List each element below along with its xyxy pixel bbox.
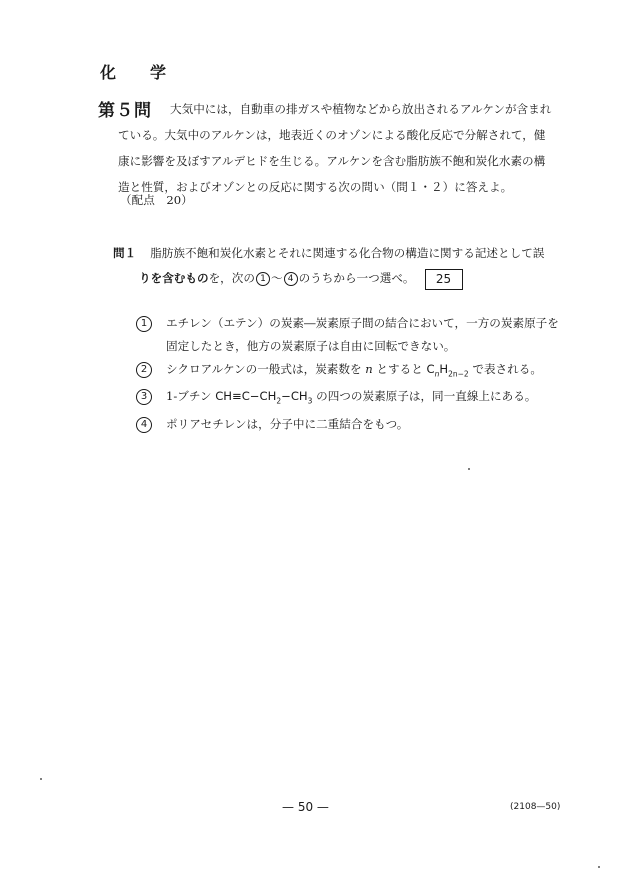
circled-number-icon: 2 [136, 362, 152, 378]
circled-number-icon: 1 [136, 316, 152, 332]
choice-text: とすると [372, 362, 427, 376]
choice-item[interactable] [136, 312, 586, 358]
choice-text: エチレン（エテン）の炭素―炭素原子間の結合において，一方の炭素原子を [166, 316, 559, 330]
page-number: — 50 — [282, 800, 329, 814]
variable: n [365, 362, 373, 376]
choice-item[interactable] [136, 358, 586, 385]
answer-box[interactable]: 25 [425, 269, 463, 290]
circled-number-icon: 1 [256, 272, 270, 286]
sub-question-text: のうちから一つ選べ。 [298, 271, 415, 285]
points-note: （配点 20） [120, 193, 193, 207]
formula: $CH\equiv C-CH_2-CH_3$ [215, 389, 313, 406]
scan-speck [40, 778, 42, 780]
choice-item[interactable] [136, 385, 586, 412]
range-separator: ～ [270, 271, 283, 285]
subject-heading: 化 学 [100, 63, 176, 82]
sub-question-text: を，次の [208, 271, 255, 285]
choice-text: 1-ブチン [166, 389, 216, 404]
intro-line: 康に影響を及ぼすアルデヒドを生じる。アルケンを含む脂肪族不飽和炭化水素の構 [118, 154, 546, 168]
choice-item[interactable] [136, 413, 586, 436]
choice-text: ポリアセチレンは，分子中に二重結合をもつ。 [166, 416, 409, 431]
circled-number-icon: 4 [284, 272, 298, 286]
circled-number-icon: 3 [136, 389, 152, 405]
choice-text: 固定したとき，他方の炭素原子は自由に回転できない。 [166, 339, 456, 353]
intro-line: 造と性質，およびオゾンとの反応に関する次の問い（問１・２）に答えよ。 [118, 180, 513, 194]
intro-line: 大気中には，自動車の排ガスや植物などから放出されるアルケンが含まれ [170, 102, 552, 116]
choice-text: で表される。 [468, 362, 542, 376]
scan-speck [468, 468, 470, 470]
question-number: 第５問 [98, 101, 152, 121]
formula: $C_nH_{2n-2}$ [426, 362, 469, 379]
sub-question-label: 問１ [113, 246, 137, 260]
intro-line: ている。大気中のアルケンは，地表近くのオゾンによる酸化反応で分解されて，健 [118, 128, 546, 142]
scan-speck [598, 866, 600, 868]
emphasis-text: りを含むもの [139, 271, 209, 285]
choice-text: の四つの炭素原子は，同一直線上にある。 [312, 389, 537, 404]
choice-text: シクロアルケンの一般式は，炭素数を [166, 362, 366, 376]
circled-number-icon: 4 [136, 417, 152, 433]
sub-question-text: 脂肪族不飽和炭化水素とそれに関連する化合物の構造に関する記述として誤 [150, 246, 545, 260]
exam-code: (2108—50) [510, 802, 561, 812]
sub-question [113, 241, 573, 291]
choice-list [136, 312, 586, 436]
